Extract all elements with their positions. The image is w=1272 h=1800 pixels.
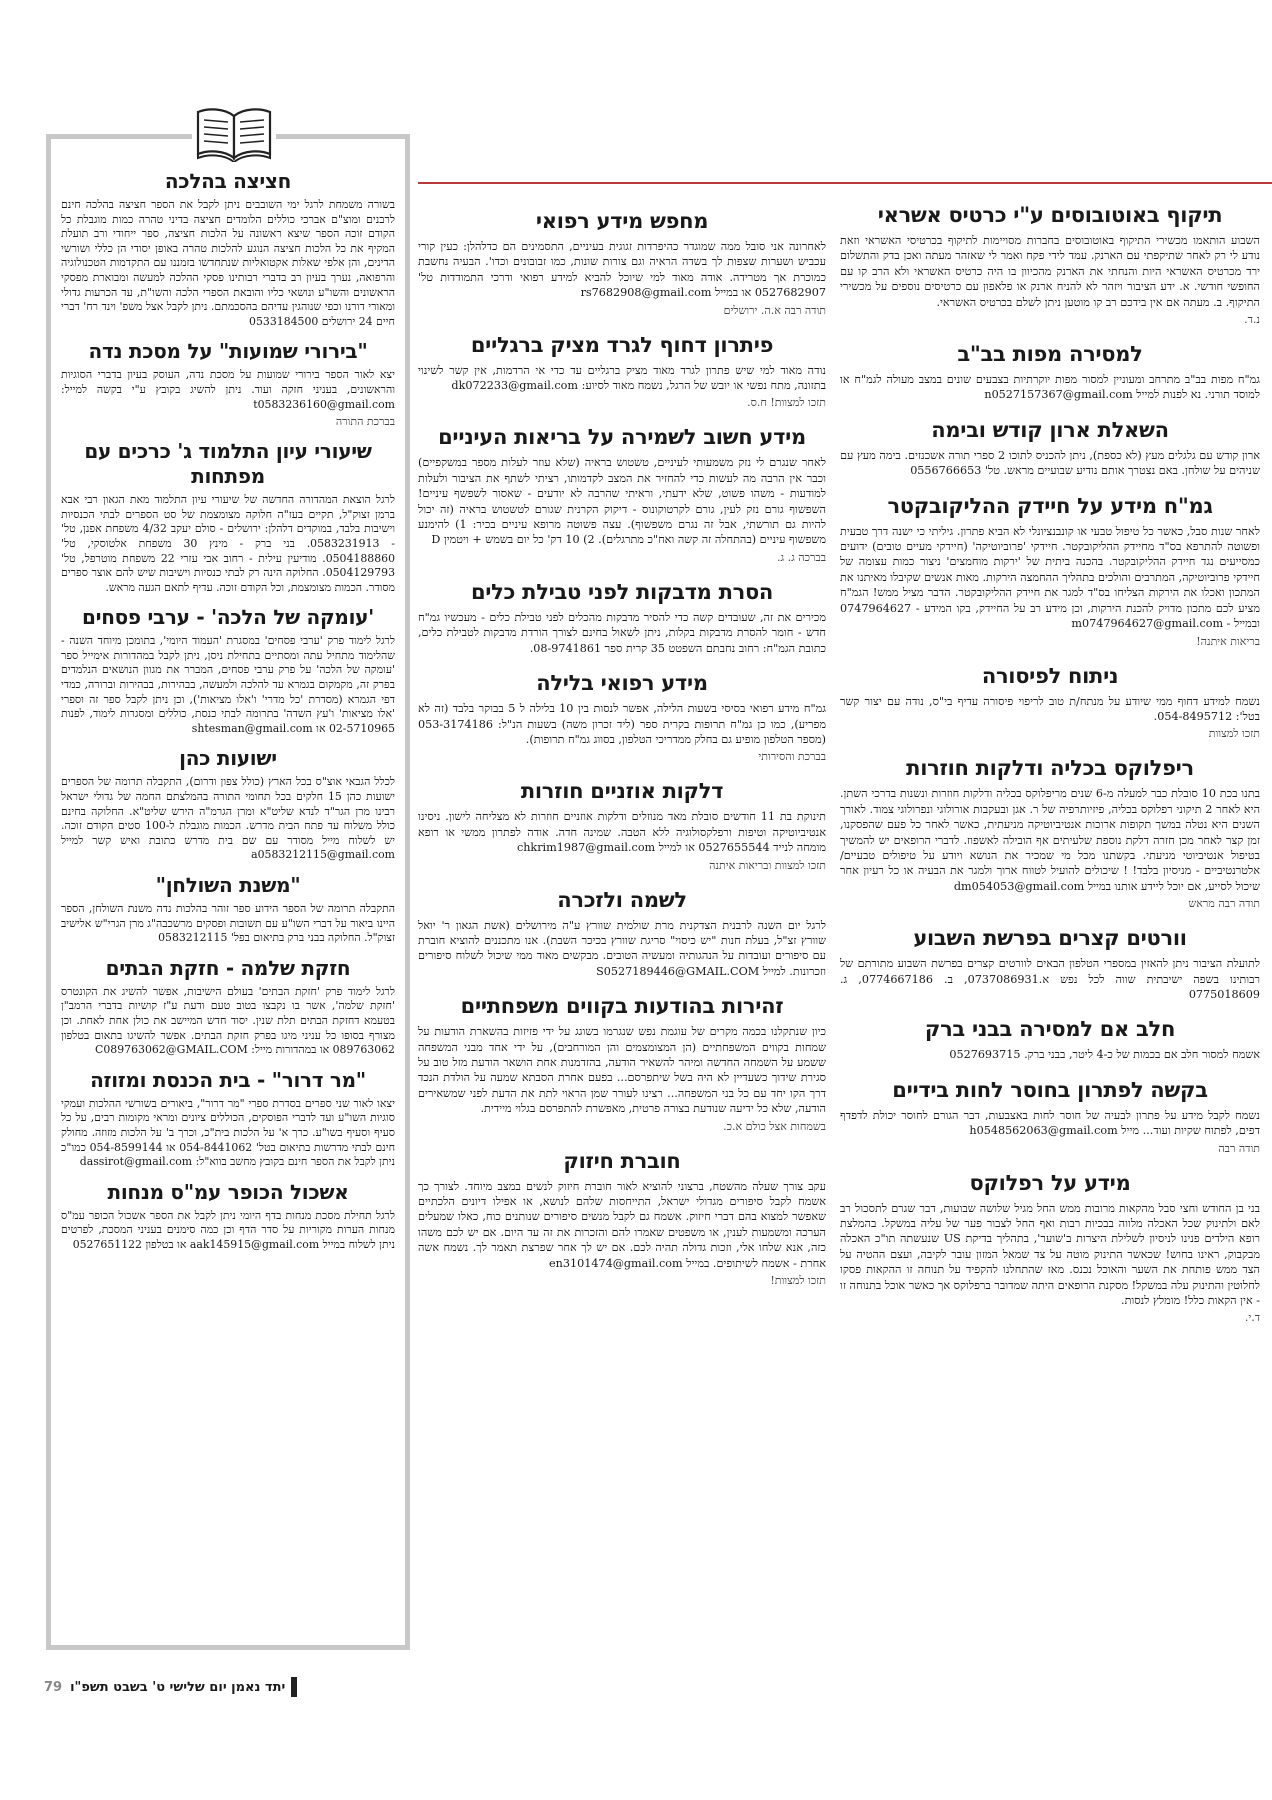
notice-title: תיקוף באוטובוסים ע"י כרטיס אשראי: [877, 203, 1223, 227]
notice-signature: בברכת והסירותי: [758, 750, 826, 764]
notice-title: "בירורי שמועות" על מסכת נדה: [88, 339, 368, 364]
notice-title: ריפלוקס בכליה ודלקות חוזרות: [906, 756, 1194, 781]
notice-item: [840, 925, 1260, 1002]
notice-item: [61, 873, 395, 946]
notice-title: השאלת ארון קודש ובימה: [931, 417, 1169, 442]
notice-body: גמ"ח מפות בב"ב מתרחב ומעוניין למסור מפות יוקרתיות בצבעים שונים במצב מעולה לגמ"ח או למוסד תורני. נא לפנות למייל n0527157367@gmail.com: [840, 373, 1260, 402]
notice-item: [418, 670, 826, 764]
notice-body: לרגל לימוד פרק 'ערבי פסחים' במסגרת 'העמוד היומי', בתומכן מיוחד השנה - שהלימוד מתחיל עתה ומסתיים בתחילת ניסן, ניתן לקבל במהדורות אימייל ספר 'עומקה של הלכה' על פרק ערבי פסחים, המברר את מגוון הנושאים הנלמדים בפרק זה, מקמקום בגמרא עד להלכה ולמעשה, בבהירות, בבהירות וברורה, כמדי דפי הגמרא (מסדרת 'כל מדרי' ו'אלו מציאות'), וכן ניתן לקבל ספר זה וספרי 'אלו מציאות' ו'עץ השדה' בתרומה לבתי כנסת, כוללים ומסגרות לימוד, לפנות 02-5710965 או shtesman@gmail.com: [61, 634, 395, 735]
notice-item: [61, 439, 395, 595]
notice-body: לרגל תחילת מסכת מנחות בדף היומי ניתן לקבל את הספר אשכול הכופר עמ"ס מנחות הערות מקוריות על סדר הדף וכן כמה סימנים בעניני המסכת, לפרטים ניתן לשלוח במייל aak145915@gmail.com או בטלפון 0527651122: [61, 1208, 395, 1251]
notice-signature: נ.ד.: [1244, 313, 1260, 327]
notice-item: [61, 746, 395, 863]
torah-books-box: [46, 134, 410, 1650]
notice-item: [840, 1016, 1260, 1062]
notice-title: לשמה ולזכרה: [557, 887, 687, 912]
notice-body: נשמח לקבל מידע על פתרון לבעיה של חוסר לחות באצבעות, דבר הגורם לחוסר יכולת לדפדף דפים, לפתוח שקיות ועוד... מייל h0548562063@gmail.com: [840, 1108, 1260, 1138]
notice-body: בתנו בכת 10 סובלת כבר למעלה מ-6 שנים מריפלוקס בכליה ודלקות חוזרות ונשנות בדרכי השתן. היא לאחר 2 תיקוני רפלוקס בכליה, פיזיותרפיה של ר. אגן ובעקבות אורולוגי ונפרולוגי צמוד. לאורך השנים היא נטלה במשך תקופות ארוכות אנטיביוטיקה מניעתית, כאשר לאחר כל פעם שהפסקנו, זמן קצר לאחר מכן חזרה דלקת נוספת שלעיתים אף הובילה לאשפוז. לדברי הרופאים יש להמשיך בטיפול אנטיביוטי מניעתי. בקשתנו מכל מי שמכיר את הנושא ויודע על טיפולים טבעיים/ אלטרנטיביים - מניסיון בלבד! ! שיכולים להועיל לטווח ארוך ולמגר את הבעיה או כל רעיון אחר שיכול לסייע, אם יוכל ליידע אותנו במייל dm054053@gmail.com: [840, 787, 1261, 893]
footer-text: יתד נאמן יום שלישי ט' בשבט תשפ"ו: [70, 1679, 286, 1695]
notice-signature: תזכו למצוות! ח.ס.: [747, 396, 826, 410]
notice-title: "מר דרור" - בית הכנסת ומזוזה: [90, 1067, 366, 1092]
notice-body: ארון קודש עם גלגלים מעץ (לא כספת), ניתן להכניס לתוכו 2 ספרי תורה אשכנזים. בימה מעץ עם שניהים על שולחן. באם נצטרך אותם נודיע שבועיים מראש. טל' 0556766653: [840, 448, 1260, 478]
notice-body: יצא לאור הספר בירורי שמועות על מסכת נדה, העוסק בעיון בדברי הסוגיות והראשונים, בעניני חזקה ועוד. ניתן להשיג בקובץ ע"י בקשה למייל: t0583236160@gmail.com: [61, 368, 395, 411]
notice-title: דלקות אוזניים חוזרות: [520, 779, 724, 804]
notice-signature: תזכו למצוות!: [770, 1274, 826, 1288]
notice-item: [840, 202, 1260, 327]
notice-title: פיתרון דחוף לגרד מציק ברגליים: [470, 332, 774, 357]
notice-title: זהירות בהודעות בקווים משפחתיים: [460, 994, 784, 1019]
notice-body: לאחר שנות סבל, כאשר כל טיפול טבעי או קונבנציונלי לא הביא פתרון. גיליתי כי ישנה דרך טבעית ופשוטה להתרפא בס"ד מחיידק ההליקובקטר. חיידקי 'פרוביוטיקה' (חיידקי מעיים טובים) ידועים כמסייעים נגד חיידק ההליקובקטר. בהכנה ביתית של 'ירקות מוחמצים' ניצור כמות עצומה של חיידקי פרוביוטיקה, המתרבים והולכים בתהליך ההחמצה הירקות. מאות אנשים שקיבלו מאיתנו את המתכון ואכלו את הירקות הצליחו בס"ד למגר את חיידק ההליקובקטר. הדבר מציל ממש! הגמ"ח מציע לכם מתכון מדויק להכנת הירקות, וכן מידע רב על החיידק, בקו המידע - 0747964627 ובמייל - m0747964627@gmail.com: [840, 524, 1260, 631]
footer-bar: [291, 1677, 297, 1697]
notice-signature: בשמחות אצל כולם א.כ.: [723, 1119, 826, 1133]
notice-signature: ד.י.: [1244, 1311, 1260, 1325]
notice-item: [61, 1180, 395, 1253]
notice-title: אשכול הכופר עמ"ס מנחות: [107, 1179, 349, 1204]
notice-item: [840, 493, 1260, 649]
notice-body: מכירים את זה, שעובדים קשה כדי להסיר מדבקות מהכלים לפני טבילת כלים - מעכשיו גמ"ח חדש - חומר להסרת מדבקות בקלות, ניתן לשאול בחינם לצורך הורדת מדבקות לטבילת כלים, כתובת הגמ"ח: רחוב נחבתם השפטט 35 קרית ספר 08-9741861.: [418, 610, 826, 655]
notice-signature: תודה רבה א.ה. ירושלים: [723, 303, 826, 317]
notice-signature: תודה רבה מראש: [1188, 897, 1260, 911]
notice-title: מחפש מידע רפואי: [535, 209, 709, 233]
notice-body: לתועלת הציבור ניתן להאזין במספרי הטלפון הבאים לוורטים קצרים בפרשת השבוע מתורתם של רבותינו בשפה ישיבתית שווה לכל נפש א.0737086931, ב. 0774667186, ג. 0775018609: [840, 957, 1260, 1001]
notice-body: לרגל הוצאת המהדורה החדשה של שיעורי עיון התלמוד מאת הגאון רבי אבא ברמן זצוק"ל, תקיים בעז"ה חלוקה מצומצמת של סט הספרים לבתי הכנסיות וישיבות בלבד, במוקדים דלהלן: ירושלים - סולם יעקב 4/32 משפחת אפנן, טל' - 0583231913. בני ברק - מינץ 30 משפחת אלטוסקי, טל' 0504188860. מודיעין עילית - רחוב אבי עזרי 22 משפחת מוטרפל, טל' 0504129793. החלוקה הינה רק לבתי כנסיות וישיבות שיש להם אוצר ספרים מסודר. הכמות מצומצמת, וכל הקודם זוכה. עדיף לתאם הגעה מראש.: [61, 493, 395, 594]
notice-item: [418, 778, 826, 872]
notice-body: לרגל לימוד פרק 'חזקת הבתים' בעולם הישיבות, אפשר להשיג את הקונטרס 'חזקת שלמה', אשר בו נקבצו בטוב טעם ודעת ע"ז קושיות בדברי הרמב"ן בטעמא דחזקת הבתים תלת שנין. יסוד חדש המיישב את כולן אחת לאחת. וכן מצורף בסופו כל עניני מיגו בפרק חזקת הבתים. אפשר להשיגו בתאום בטלפון 089763062 או במהדורות מייל: C089763062@GMAIL.COM: [61, 984, 395, 1057]
notice-item: [840, 755, 1260, 911]
middle-column: [418, 208, 826, 1302]
notice-body: השבוע הותאמו מכשירי התיקוף באוטובוסים בחברות מסויימות לתיקוף בכרטיסי האשראי וזאת נודע לי רק לאחר שתיקפתי עם הארנק. עמד לידי פקח ואמר לי שאזהר מעתה ואכן בדק והתשלום ירד מכרטיס האשראי היות והנחתי את הארנק מהכיוון בו היה כרטיס האשראי ולא הרב קו עם החופשי חודשי. א. ידע הציבור ויזהר לא להניח ארנק או פלאפון עם כרטיסים נוספים על מכשירי התיקוף. ב. מעתה אם אין בידכם רב קו מוטען ניתן לשלם בכרטיס האשראי.: [840, 234, 1260, 309]
notice-body: עקב צורך שעלה מהשטח, ברצוני להוציא לאור חוברת חיזוק לנשים במצב מיוחד. לצורך כך אשמח לקבל סיפורים מגדולי ישראל, התייחסות שלהם לנושא, או אפילו דיונים הלכתיים שאפשר למצוא בהם דברי חיזוק. אשמח גם לקבל מנשים סיפורים שנותנים כוח, כאלו שמעלים הערכה ומשמעות לענין, או משפטים שאמרו להם והזכרות את זה עד היום. אם יש לכם משהו כזה, אנא שלחו אלי, וזכות גדולה תהיה לכם. אם יש לך אחר שפרצת תאמר לך. נשמח אשה אחרת - אשמח לשיתופים. במייל en3101474@gmail.com: [418, 1179, 826, 1270]
notice-body: גמ"ח מידע רפואי בסיסי בשעות הלילה, אפשר לנסות בין 10 בלילה ל 5 בבוקר בלבד (זה לא מפריע), כמו כן גמ"ח תרופות בקרית ספר (ליד זכרון משה) בשעות הנ"ל: 053-3174186 (מספר הטלפון מופיע גם בחלק ממדריכי הטלפון, בסווג גמ"ח תרופות).: [418, 702, 826, 746]
right-column: [840, 202, 1260, 1339]
notice-title: מידע חשוב לשמירה על בריאות העיניים: [438, 425, 806, 450]
notice-item: [840, 417, 1260, 479]
notice-body: תינוקת בת 11 חודשים סובלת מאד מנוזלים ודלקות אוזניים חוזרות לא מצליחה לישון. ניסינו אנטיביוטיקה וטיפות ורפלקסולוגיה ללא הטבה. שמינה חדה. אודה לפתרון ממשי או רופא מומחה לנייד 0527655544 או למייל chkrim1987@gmail.com: [418, 810, 826, 855]
page-footer: [44, 1675, 408, 1699]
notice-item: [418, 579, 826, 656]
notice-item: [840, 1077, 1260, 1156]
notice-body: אשמח למסור חלב אם בכמות של כ-4 ליטר, בבני ברק. 0527693715: [949, 1048, 1260, 1062]
notice-body: לכלל הגבאי אוצ"ס בכל הארץ (כולל צפון ודרום), התקבלה תרומה של הספרים ישועות כהן 15 חלקים בכל תחומי התורה בהמלצתם החמה של גדולי ישראל רבינו מרן הגר"ד לנדא שליט"א ומרן הגרמ"ה הירש שליט"א. החלוקה בחינם כולל משלוח עד פתח הבית מדרש. הכמות מוגבלת ל-100 סטים הקודם זוכה. יש לשלוח מייל מסודר עם שם בית מדרש כתובת ואיש קשר למייל a0583212115@gmail.com: [61, 775, 396, 862]
notice-body: בני בן החודש וחצי סבל מהקאות מרובות ממש החל מגיל שלושה שבועות, דבר שגרם לתסכול רב לאם ולתינוק שכל האכלה מלווה בבכיות רבות ואף החל לצבור פער של עליה במשקל. בהמלצת רופא הילדים פנינו לניסיון לשלילת היצרות ב'שוער', בתהליך בדיקת US שנעשתה תו"כ האכלה מבקבוק, ראינו בחוש! שכאשר התינוק מוטה על צד שמאל המזון עובר לקיבה, ועצם ההטיה על הצד ממש פותחת את השער והאוכל נכנס. מאז שהתחלנו להקפיד על תנוחה זו ההקאות פסקו לחלוטין והתינוק עלה במשקל! מסקנת הרופאים היתה שמדובר ברפלוקס אך כאשר אוכל בתנוחה זו - אין הקאות כלל! מומלץ לנסות.: [840, 1201, 1260, 1308]
notice-title: גמ"ח מידע על חיידק ההליקובקטר: [887, 493, 1213, 518]
notice-body: התקבלה תרומה של הספר הידוע ספר זוהר בהלכות נדה משנת השולחן, הספר היינו ביאור על דברי השו"ע עם תשובות ופסקים מרשכבה"ג מרן הגרי"ש אלישיב זצוק"ל. החלוקה בבני ברק בתיאום בפל' 0583212115: [61, 902, 395, 945]
notice-title: חציצה בהלכה: [164, 169, 292, 193]
notice-body: יצאו לאור שני ספרים בסדרת ספרי "מר דרור", ביאורים בשורשי ההלכות ועמקי סוגיות השו"ע ועד לדברי הפוסקים, הכוללים ציונים ומראי מקומות רבים, על כל סעיף וסעיף בשו"ע. כרך א' על הלכות בית"כ, וכרך ב' על הלכות מזוזה. מחולק חינם לבתי מדרשות בתיאום בטל' 054-8441062 או 054-8599144 כמו"כ ניתן לקבל את הספר חינם בקובץ מחשב בווא"ל: dassirot@gmail.com: [61, 1096, 396, 1169]
notice-item: [418, 332, 826, 411]
notice-item: [61, 169, 395, 329]
notice-body: נשמח למידע דחוף ממי שיודע על מנתח/ת טוב לריפוי פיסורה עדיף בי"ס, נודה עם יצור קשר בטל': 054-8495712.: [840, 694, 1260, 723]
notice-item: [61, 956, 395, 1058]
notice-item: [840, 341, 1260, 403]
notice-item: [61, 339, 395, 429]
notice-item: [418, 993, 826, 1133]
notice-signature: תודה רבה: [1218, 1141, 1260, 1155]
notice-title: למסירה מפות בב"ב: [957, 342, 1143, 367]
notice-item: [840, 1170, 1260, 1326]
notice-signature: בריאות איתנה!: [1196, 634, 1260, 648]
notice-title: הסרת מדבקות לפני טבילת כלים: [470, 579, 774, 604]
notice-body: בשורה משמחת לרגל ימי השובבים ניתן לקבל את הספר חציצה בהלכה חינם לרבנים ומוצ"ם אברכי כוללים הלומדים חציצה בדיני טהרה כמות מוגבלת כל הקודם זוכה הספר שיצא ראשונה על הלכות חציצה, ספר ייחודי ורב תועלת המקיף את כל הלכות חציצה הנוגע להלכות טהרה באופן יסודי הן כללי ושורשי הדינים, והן אלפי שאלות אקטואליות שנתחדשו בזמננו עם התקדמות הטכנולוגיה והרפואה, נערך בעיון רב בדברי רבותינו פסקי ההלכה למעשה ומבוארת מפסקי הראשונים והשו"ע ונושאי כליו והובאת הספרי הלכה והשו"ת, עד הכרעות גדולי ומאורי דורנו וכפי שנוהגין עדיהם בהסכמתם. ניתן לקבל אצל משפ' וינד רח' דברי חיים 24 ירושלים 0533184500: [61, 198, 395, 328]
notice-title: שיעורי עיון התלמוד ג' כרכים עם מפתחות: [84, 439, 372, 489]
notice-signature: תזכו למצוות: [1208, 727, 1260, 741]
notice-title: בקשה לפתרון בחוסר לחות בידיים: [892, 1077, 1208, 1102]
notice-item: [418, 424, 826, 564]
notice-title: מידע על רפלוקס: [969, 1170, 1131, 1195]
notice-title: וורטים קצרים בפרשת השבוע: [913, 926, 1187, 951]
open-book-icon: [192, 102, 276, 164]
notice-title: מידע רפואי בלילה: [536, 671, 708, 696]
notice-body: לרגל יום השנה לרבנית הצדקנית מרת שולמית שוורץ ע"ה מירושלים (אשת הגאון ר' יואל שוורץ זצ"ל, בעלת חנות "יש כיסוי" סריגת שוורץ בכיכר השבת). אנו מתכננים להוציא חוברת עם סיפורים ועובדות על הנהגותיה ומעשיה הטובים. מבקשים מאוד ממי שיכול לשלוח סיפורים וזכרונות. למייל S0527189446@GMAIL.COM: [418, 918, 826, 978]
top-red-rule: [418, 182, 1272, 184]
notice-item: [418, 887, 826, 980]
notice-title: חלב אם למסירה בבני ברק: [924, 1017, 1176, 1042]
page-number: 79: [44, 1679, 63, 1695]
notice-body: כיון שנתקלנו בכמה מקרים של עוגמת נפש שנגרמו בשוגג על ידי פזיזות בהשארת הודעות על שמחות בקווים המשפחתיים (הן המצומצמים והן המורחבים), על ידי אחד מבני המשפחה ששמע על השמחה החדשה ומיהר להשאיר הודעה, בהזדמנות אחת הושאר הודעת מזל טוב על סגירת שידוך כשעדיין לא היה בשל שיתפרסם... בפעם אחרת הסבתא שמעה על הולדת הנכד דרך הקו יחד עם כל בני המשפחה... רצינו לעורר שמן הראוי לתת את הדעת לפני שמשאירים הודעה, שלא כל ידיעה שנודעת בצורה פרטית, מאפשרת להתפרסם בגלוי מיידית.: [418, 1025, 826, 1116]
notice-title: "משנת השולחן": [155, 873, 301, 897]
notice-item: [418, 208, 826, 318]
notice-body: לאחר שנגרם לי נזק משמעותי לעיניים, טשטוש בראיה (שלא עוזר לעלות מספר במשקפיים) וכבר אין הרבה מה לעשות כדי להחזיר את המצב לקדמותו, רציתי לשתף את הציבור ולעלות למודעות - משהו פשוט, שלא ידעתי, וראיתי שהרבה לא יודעים - שאסור לשפשף עיניים! השפשוף גורם נזק לעין, גורם לקרטוקונוס - דיקוק הקרנית שגורם לטשטוש בראיה (זה יכול להיות גם תורשתי, אבל זה נגרם משפשוף). עצה פשוטה מרופא עיניים בכיר: 1) להימנע משפשוף עיניים (בהתחלה זה קשה ואח"כ מתרגלים). 2) 10 דק' כל יום בשמש + ויטמין D: [418, 456, 826, 547]
notice-signature: בברכה ג. ג.: [777, 550, 826, 564]
notice-signature: בברכת התורה: [335, 415, 395, 429]
notice-title: חוברת חיזוק: [563, 1148, 681, 1173]
notice-title: ניתוח לפיסורה: [981, 663, 1119, 688]
box-content: [61, 169, 395, 1263]
notice-body: לאחרונה אני סובל ממה שמוגדר כהיפרדות זגוגית בעיניים, התסמינים הם כדלהלן: כעין קורי עכביש ושערות שצפות לך בשדה הראיה וגם צורות שונות, כמו זבובונים וכדו'. הבעיה נחשבת כמוכרת אך מטרידה. אודה מאוד למי שיוכל להביא למידע רפואי ודרכי התמודדות טל' 0527682907 או במייל rs7682908@gmail.com: [418, 240, 826, 300]
notice-item: [840, 663, 1260, 742]
notice-signature: תזכו למצוות ובריאות איתנה: [709, 858, 826, 872]
notice-item: [418, 1148, 826, 1288]
notice-body: נודה מאוד למי שיש פתרון לגרד מאוד מציק ברגליים עד כדי אי הרדמות, אין קשר לשינוי בתזונה, מתח נפשי או יובש של הרגל, נשמח מאוד לסיוע: dk072233@gmail.com: [418, 363, 826, 393]
notice-item: [61, 605, 395, 736]
notice-item: [61, 1068, 395, 1170]
notice-title: חזקת שלמה - חזקת הבתים: [105, 955, 351, 980]
notice-title: ישועות כהן: [179, 746, 277, 771]
notice-title: 'עומקה של הלכה' - ערבי פסחים: [81, 605, 374, 630]
